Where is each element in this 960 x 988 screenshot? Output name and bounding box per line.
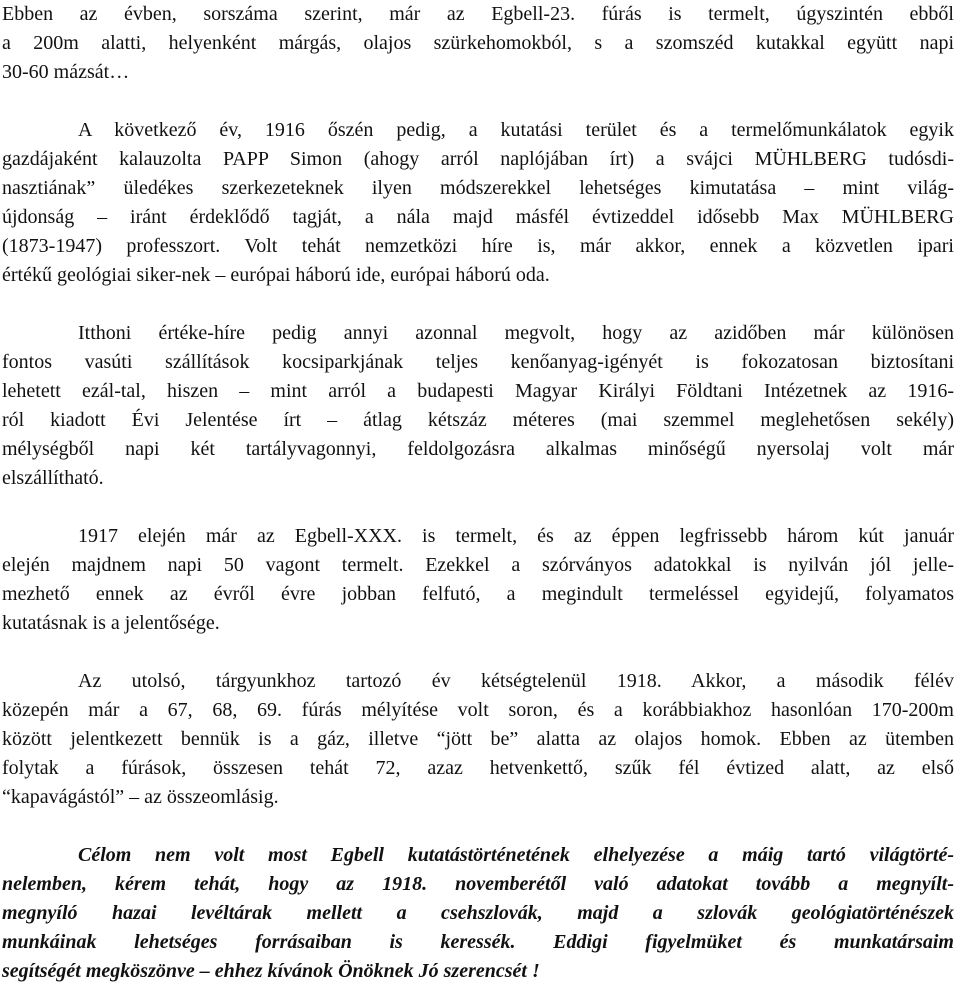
text-line: Az utolsó, tárgyunkhoz tartozó év kétségtelenül 1918. Akkor, a második félév (78, 670, 954, 692)
text-line: munkáinak lehetséges forrásaiban is keressék. Eddigi figyelmüket és munkatársaim (2, 931, 954, 953)
text-line: gazdájaként kalauzolta PAPP Simon (ahogy arról naplójában írt) a svájci MÜHLBERG tudósdi- (2, 148, 954, 170)
text-line: fontos vasúti szállítások kocsiparkjának teljes kenőanyag-igényét is fokozatosan biztosítani (2, 351, 954, 373)
text-line: mezhető ennek az évről évre jobban felfutó, a megindult termeléssel egyidejű, folyamatos (2, 583, 954, 605)
text-line: nelemben, kérem tehát, hogy az 1918. novemberétől való adatokat tovább a megnyílt- (2, 873, 954, 895)
text-line: kutatásnak is a jelentősége. (2, 612, 220, 634)
text-line: 30-60 mázsát… (2, 61, 130, 83)
text-line: A következő év, 1916 őszén pedig, a kutatási terület és a termelőmunkálatok egyik (78, 119, 954, 141)
text-line: között jelentkezett bennük is a gáz, illetve “jött be” alatta az olajos homok. Ebben az ütemben (2, 728, 954, 750)
paragraph-itthoni (2, 319, 954, 493)
text-line: a 200m alatti, helyenként márgás, olajos szürkehomokból, s a szomszéd kutakkal együtt napi (2, 32, 954, 54)
text-line: értékű geológiai siker-nek – európai háború ide, európai háború oda. (2, 264, 550, 286)
paragraph-egbell-23 (2, 0, 954, 87)
text-line: (1873-1947) professzort. Volt tehát nemzetközi híre is, már akkor, ennek a közvetlen ipari (2, 235, 954, 257)
text-line: mélységből napi két tartályvagonnyi, feldolgozásra alkalmas minőségű nyersolaj volt már (2, 438, 954, 460)
text-line: Itthoni értéke-híre pedig annyi azonnal megvolt, hogy az azidőben már különösen (78, 322, 954, 344)
text-line: “kapavágástól” – az összeomlásig. (2, 786, 279, 808)
text-line: lehetett ezál-tal, hiszen – mint arról a budapesti Magyar Királyi Földtani Intézetnek az 1916- (2, 380, 954, 402)
text-line: Ebben az évben, sorszáma szerint, már az Egbell-23. fúrás is termelt, úgyszintén ebből (2, 3, 954, 25)
text-line: újdonság – iránt érdeklődő tagját, a nála majd másfél évtizeddel idősebb Max MÜHLBERG (2, 206, 954, 228)
paragraph-1918 (2, 667, 954, 812)
text-line: 1917 elején már az Egbell-XXX. is termelt, és az éppen legfrissebb három kút január (78, 525, 954, 547)
text-line: folytak a fúrások, összesen tehát 72, azaz hetvenkettő, szűk fél évtized alatt, az első (2, 757, 954, 779)
paragraph-closing (2, 841, 954, 986)
text-line: segítségét megköszönve – ehhez kívánok Önöknek Jó szerencsét ! (2, 960, 540, 982)
paragraph-1916 (2, 116, 954, 290)
text-line: nasztiának” üledékes szerkezeteknek ilyen módszerekkel lehetséges kimutatása – mint világ- (2, 177, 954, 199)
text-line: Célom nem volt most Egbell kutatástörténetének elhelyezése a máig tartó világtörté- (78, 844, 954, 866)
text-line: elszállítható. (2, 467, 104, 489)
text-line: megnyíló hazai levéltárak mellett a csehszlovák, majd a szlovák geológiatörténészek (2, 902, 954, 924)
text-line: elején majdnem napi 50 vagont termelt. Ezekkel a szórványos adatokkal is nyilván jól jelle- (2, 554, 954, 576)
paragraph-1917 (2, 522, 954, 638)
text-line: ról kiadott Évi Jelentése írt – átlag kétszáz méteres (mai szemmel meglehetősen sekély) (2, 409, 954, 431)
text-line: közepén már a 67, 68, 69. fúrás mélyítése volt soron, és a korábbiakhoz hasonlóan 170-200m (2, 699, 954, 721)
